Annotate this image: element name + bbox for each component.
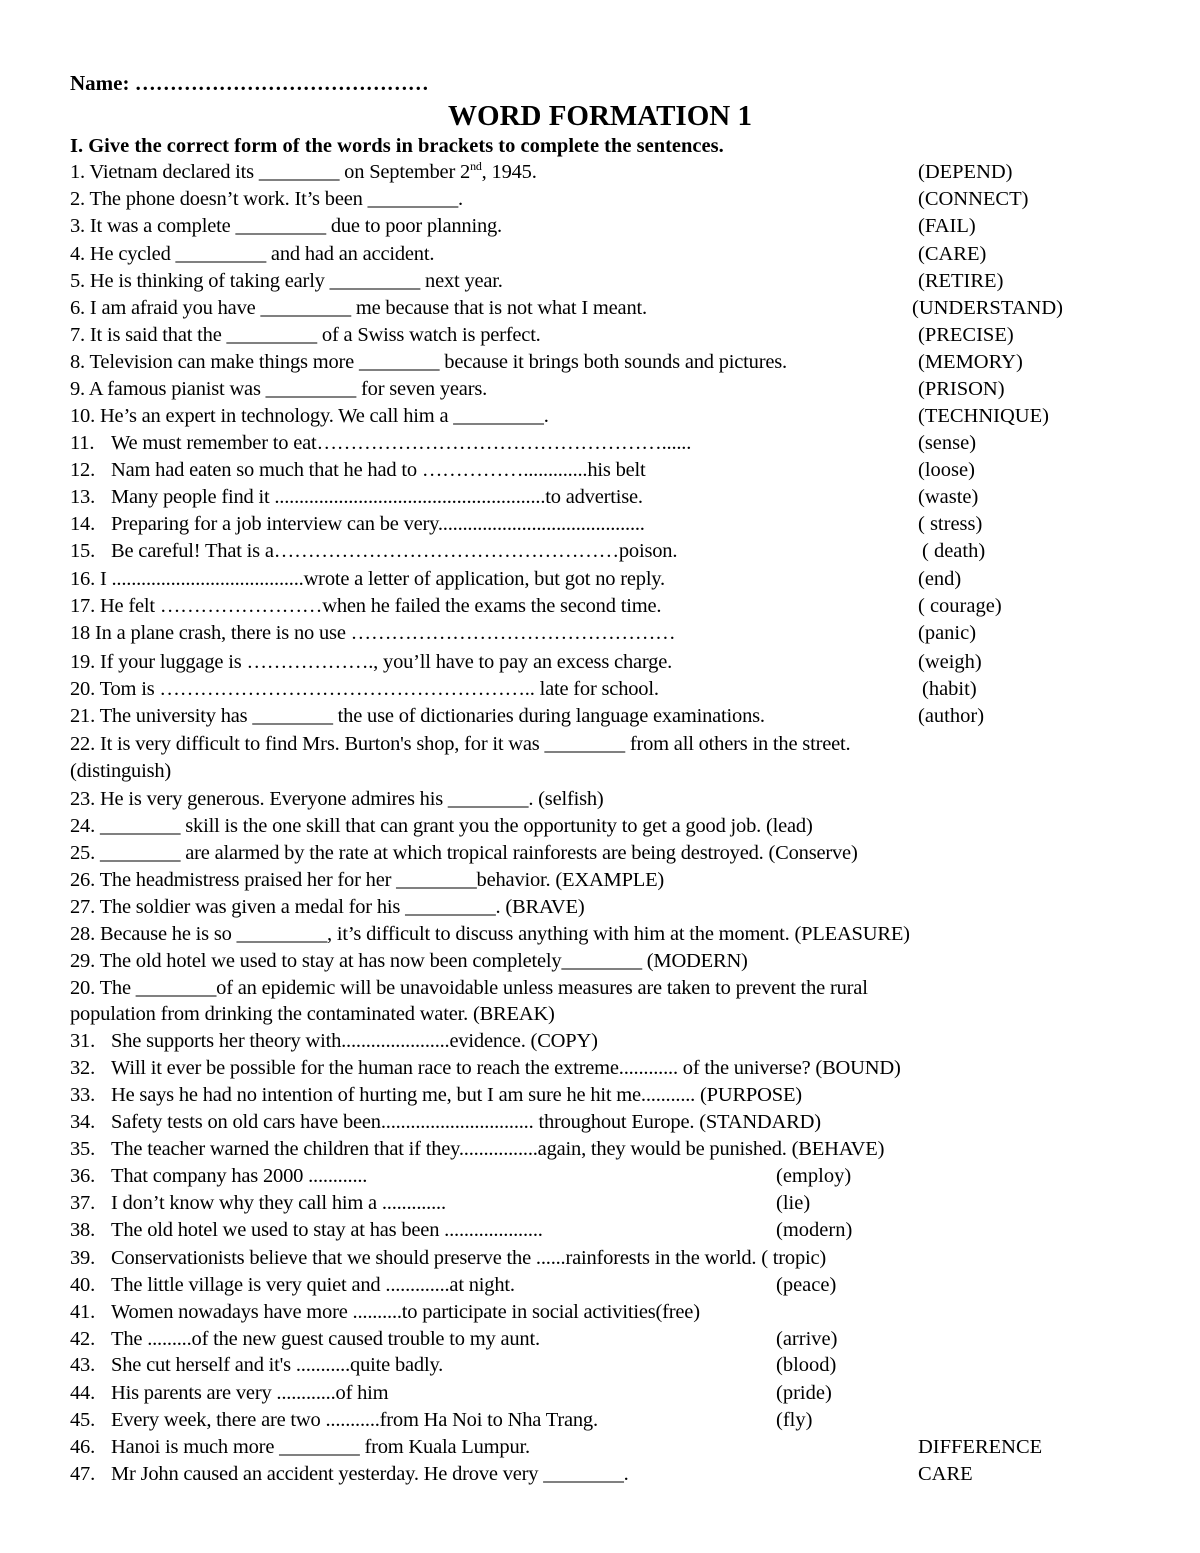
exercise-item (70, 1217, 543, 1243)
item-sentence: I am afraid you have _________ me because that is not what I meant. (84, 297, 647, 319)
item-number: 35. (70, 1138, 96, 1160)
item-sentence: It is said that the _________ of a Swiss watch is perfect. (84, 324, 541, 346)
item-sentence: The teacher warned the children that if they................again, they would be punished. (BEHAVE) (111, 1138, 885, 1160)
item-number: 4. (70, 243, 85, 265)
item-sentence: In a plane crash, there is no use ………………………………………… (90, 622, 676, 644)
item-number: 23. (70, 788, 96, 810)
exercise-item (70, 1461, 629, 1487)
item-number: 33. (70, 1084, 96, 1106)
exercise-item (70, 593, 661, 619)
item-number: 9. (70, 378, 85, 400)
exercise-item (70, 948, 748, 974)
root-word-cue: (UNDERSTAND) (912, 297, 1063, 319)
item-number: 14. (70, 513, 96, 535)
root-word-cue: (CONNECT) (918, 188, 1029, 210)
item-number: 31. (70, 1030, 96, 1052)
item-sentence: He is thinking of taking early _________ next year. (84, 270, 503, 292)
root-word-cue: ( courage) (918, 595, 1002, 617)
item-sentence: The old hotel we used to stay at has now been completely________ (MODERN) (95, 950, 748, 972)
item-sentence: Conservationists believe that we should preserve the ......rainforests in the world. ( tropic) (111, 1247, 827, 1269)
exercise-item (70, 295, 647, 321)
item-number: 41. (70, 1301, 96, 1323)
item-sentence: The soldier was given a medal for his _________. (BRAVE) (95, 896, 585, 918)
item-sentence: Mr John caused an accident yesterday. He drove very ________. (111, 1463, 629, 1485)
item-sentence: I .......................................wrote a letter of application, but got no reply. (95, 568, 665, 590)
root-word-cue: ( stress) (918, 513, 983, 535)
exercise-item (70, 484, 643, 510)
item-number: 8. (70, 351, 85, 373)
exercise-item (70, 649, 672, 675)
exercise-item (70, 1163, 367, 1189)
item-sentence: She cut herself and it's ...........quite badly. (111, 1354, 444, 1376)
item-number: 16. (70, 568, 96, 590)
exercise-item (70, 511, 645, 537)
item-sentence: Tom is ……………………………………………….. late for school. (95, 678, 659, 700)
item-sentence: The .........of the new guest caused trouble to my aunt. (111, 1328, 540, 1350)
exercise-item (70, 1136, 884, 1162)
exercise-item (70, 1326, 540, 1352)
item-sentence: Because he is so _________, it’s difficult to discuss anything with him at the moment. (PLEASURE) (95, 923, 910, 945)
exercise-item (70, 921, 910, 947)
exercise-item (70, 1352, 443, 1378)
root-word-cue: (PRECISE) (918, 324, 1014, 346)
item-number: 12. (70, 459, 96, 481)
item-sentence: It is very difficult to find Mrs. Burton's shop, for it was ________ from all others in the street. (95, 733, 851, 755)
root-word-cue: (RETIRE) (918, 270, 1004, 292)
ordinal-suffix: nd (470, 159, 482, 174)
root-word-cue: (waste) (918, 486, 979, 508)
item-sentence: ________ skill is the one skill that can grant you the opportunity to get a good job. (lead) (95, 815, 813, 837)
root-word-cue: (pride) (776, 1382, 832, 1404)
item-number: 6. (70, 297, 85, 319)
item-sentence: Preparing for a job interview can be very.......................................... (111, 513, 645, 535)
item-sentence: Every week, there are two ...........from Ha Noi to Nha Trang. (111, 1409, 598, 1431)
item-number: 36. (70, 1165, 96, 1187)
exercise-item (70, 1055, 901, 1081)
name-field-label: Name: …………………………………… (70, 71, 429, 95)
exercise-item (70, 1190, 446, 1216)
item-number: 47. (70, 1463, 96, 1485)
instruction-heading: I. Give the correct form of the words in brackets to complete the sentences. (70, 135, 724, 157)
exercise-item (70, 1434, 530, 1460)
root-word-cue: (sense) (918, 432, 977, 454)
exercise-item (70, 322, 541, 348)
item-sentence: Women nowadays have more ..........to participate in social activities(free) (111, 1301, 700, 1323)
item-sentence: The ________of an epidemic will be unavoidable unless measures are taken to prevent the rural (95, 977, 868, 999)
item-number: 20. (70, 977, 96, 999)
exercise-item (70, 1028, 598, 1054)
exercise-item (70, 840, 858, 866)
exercise-item (70, 975, 868, 1001)
root-word-cue: (arrive) (776, 1328, 838, 1350)
item-sentence: His parents are very ............of him (111, 1382, 389, 1404)
exercise-item (70, 268, 503, 294)
root-word-cue: (blood) (776, 1354, 837, 1376)
exercise-item (70, 457, 646, 483)
exercise-item (70, 430, 691, 456)
item-sentence: The little village is very quiet and .............at night. (111, 1274, 515, 1296)
item-number: 19. (70, 651, 96, 673)
exercise-item (70, 813, 813, 839)
root-word-cue: ( death) (922, 540, 986, 562)
exercise-item (70, 676, 659, 702)
exercise-item (70, 1082, 802, 1108)
item-sentence: Safety tests on old cars have been............................... throughout Europe. (STANDARD) (111, 1111, 821, 1133)
item-number: 27. (70, 896, 96, 918)
item-number: 46. (70, 1436, 96, 1458)
item-sentence: The university has ________ the use of dictionaries during language examinations. (95, 705, 765, 727)
item-number: 38. (70, 1219, 96, 1241)
item-sentence: Vietnam declared its ________ on September 2 (84, 161, 471, 183)
root-word-cue: (MEMORY) (918, 351, 1023, 373)
exercise-item (70, 186, 463, 212)
root-word-cue: (panic) (918, 622, 977, 644)
root-word-cue: (CARE) (918, 243, 987, 265)
item-number: 32. (70, 1057, 96, 1079)
exercise-item (70, 1407, 598, 1433)
exercise-item (70, 1109, 821, 1135)
item-number: 5. (70, 270, 85, 292)
root-word-cue: (TECHNIQUE) (918, 405, 1049, 427)
item-sentence: He is very generous. Everyone admires his ________. (selfish) (95, 788, 604, 810)
item-number: 44. (70, 1382, 96, 1404)
item-number: 34. (70, 1111, 96, 1133)
item-sentence: It was a complete _________ due to poor planning. (84, 215, 502, 237)
item-number: 13. (70, 486, 96, 508)
item-sentence: That company has 2000 ............ (111, 1165, 368, 1187)
item-number: 22. (70, 733, 96, 755)
exercise-item (70, 1245, 826, 1271)
root-word-cue: CARE (918, 1463, 973, 1485)
exercise-item (70, 566, 665, 592)
exercise-item (70, 786, 604, 812)
item-number: 29. (70, 950, 96, 972)
item-sentence: Hanoi is much more ________ from Kuala Lumpur. (111, 1436, 530, 1458)
item-number: 40. (70, 1274, 96, 1296)
exercise-item (70, 1299, 700, 1325)
item-number: 10. (70, 405, 96, 427)
item-number: 15. (70, 540, 96, 562)
item-sentence: He cycled _________ and had an accident. (84, 243, 435, 265)
root-word-cue: (habit) (922, 678, 977, 700)
item-sentence: The headmistress praised her for her ________behavior. (EXAMPLE) (95, 869, 665, 891)
item-number: 7. (70, 324, 85, 346)
exercise-item (70, 620, 675, 646)
item-sentence: Many people find it .......................................................to advertise. (111, 486, 643, 508)
item-sentence: He felt ……………………when he failed the exams the second time. (95, 595, 662, 617)
exercise-item (70, 1380, 388, 1406)
item-sentence: She supports her theory with......................evidence. (COPY) (111, 1030, 598, 1052)
exercise-item (70, 703, 765, 729)
root-word-cue: (peace) (776, 1274, 837, 1296)
item-sentence: Nam had eaten so much that he had to …………….............his belt (111, 459, 646, 481)
item-sentence: He’s an expert in technology. We call him a _________. (95, 405, 549, 427)
exercise-item (70, 349, 787, 375)
root-word-cue: (loose) (918, 459, 975, 481)
item-sentence-continuation: (distinguish) (70, 760, 172, 782)
exercise-item (70, 731, 850, 757)
item-number: 39. (70, 1247, 96, 1269)
exercise-item (70, 1272, 515, 1298)
item-sentence: Be careful! That is a……………………………………………poison. (111, 540, 678, 562)
item-sentence: I don’t know why they call him a ............. (111, 1192, 446, 1214)
item-sentence: Television can make things more ________ because it brings both sounds and pictures. (84, 351, 787, 373)
page-title: WORD FORMATION 1 (448, 100, 752, 132)
root-word-cue: (DEPEND) (918, 161, 1013, 183)
exercise-item (70, 894, 584, 920)
item-number: 1. (70, 161, 85, 183)
item-number: 3. (70, 215, 85, 237)
exercise-item (70, 538, 677, 564)
root-word-cue: (weigh) (918, 651, 982, 673)
item-sentence: A famous pianist was _________ for seven years. (84, 378, 488, 400)
exercise-item (70, 403, 549, 429)
exercise-item (70, 241, 434, 267)
exercise-item (70, 159, 537, 185)
item-number: 25. (70, 842, 96, 864)
item-number: 28. (70, 923, 96, 945)
exercise-item (70, 376, 487, 402)
exercise-item (70, 867, 664, 893)
root-word-cue: (author) (918, 705, 985, 727)
item-sentence: Will it ever be possible for the human race to reach the extreme............ of the universe? (BOUND) (111, 1057, 901, 1079)
item-sentence: He says he had no intention of hurting me, but I am sure he hit me........... (PURPOSE) (111, 1084, 802, 1106)
root-word-cue: (lie) (776, 1192, 811, 1214)
item-number: 2. (70, 188, 85, 210)
root-word-cue: (modern) (776, 1219, 853, 1241)
item-sentence: The old hotel we used to stay at has been .................... (111, 1219, 543, 1241)
item-sentence-continuation: population from drinking the contaminated water. (BREAK) (70, 1003, 555, 1025)
item-number: 17. (70, 595, 96, 617)
root-word-cue: DIFFERENCE (918, 1436, 1043, 1458)
root-word-cue: (fly) (776, 1409, 813, 1431)
root-word-cue: (employ) (776, 1165, 852, 1187)
root-word-cue: (PRISON) (918, 378, 1005, 400)
item-sentence: ________ are alarmed by the rate at which tropical rainforests are being destroyed. (Conserve) (95, 842, 858, 864)
item-number: 26. (70, 869, 96, 891)
item-number: 24. (70, 815, 96, 837)
item-number: 11. (70, 432, 95, 454)
item-sentence: If your luggage is ………………., you’ll have to pay an excess charge. (95, 651, 673, 673)
root-word-cue: (end) (918, 568, 962, 590)
root-word-cue: (FAIL) (918, 215, 976, 237)
item-number: 42. (70, 1328, 96, 1350)
item-sentence: We must remember to eat……………………………………………...... (111, 432, 692, 454)
item-sentence-end: , 1945. (481, 161, 537, 183)
item-number: 18 (70, 622, 91, 644)
item-sentence: The phone doesn’t work. It’s been _________. (84, 188, 463, 210)
item-number: 45. (70, 1409, 96, 1431)
item-number: 43. (70, 1354, 96, 1376)
item-number: 20. (70, 678, 96, 700)
item-number: 37. (70, 1192, 96, 1214)
item-number: 21. (70, 705, 96, 727)
exercise-item (70, 213, 502, 239)
